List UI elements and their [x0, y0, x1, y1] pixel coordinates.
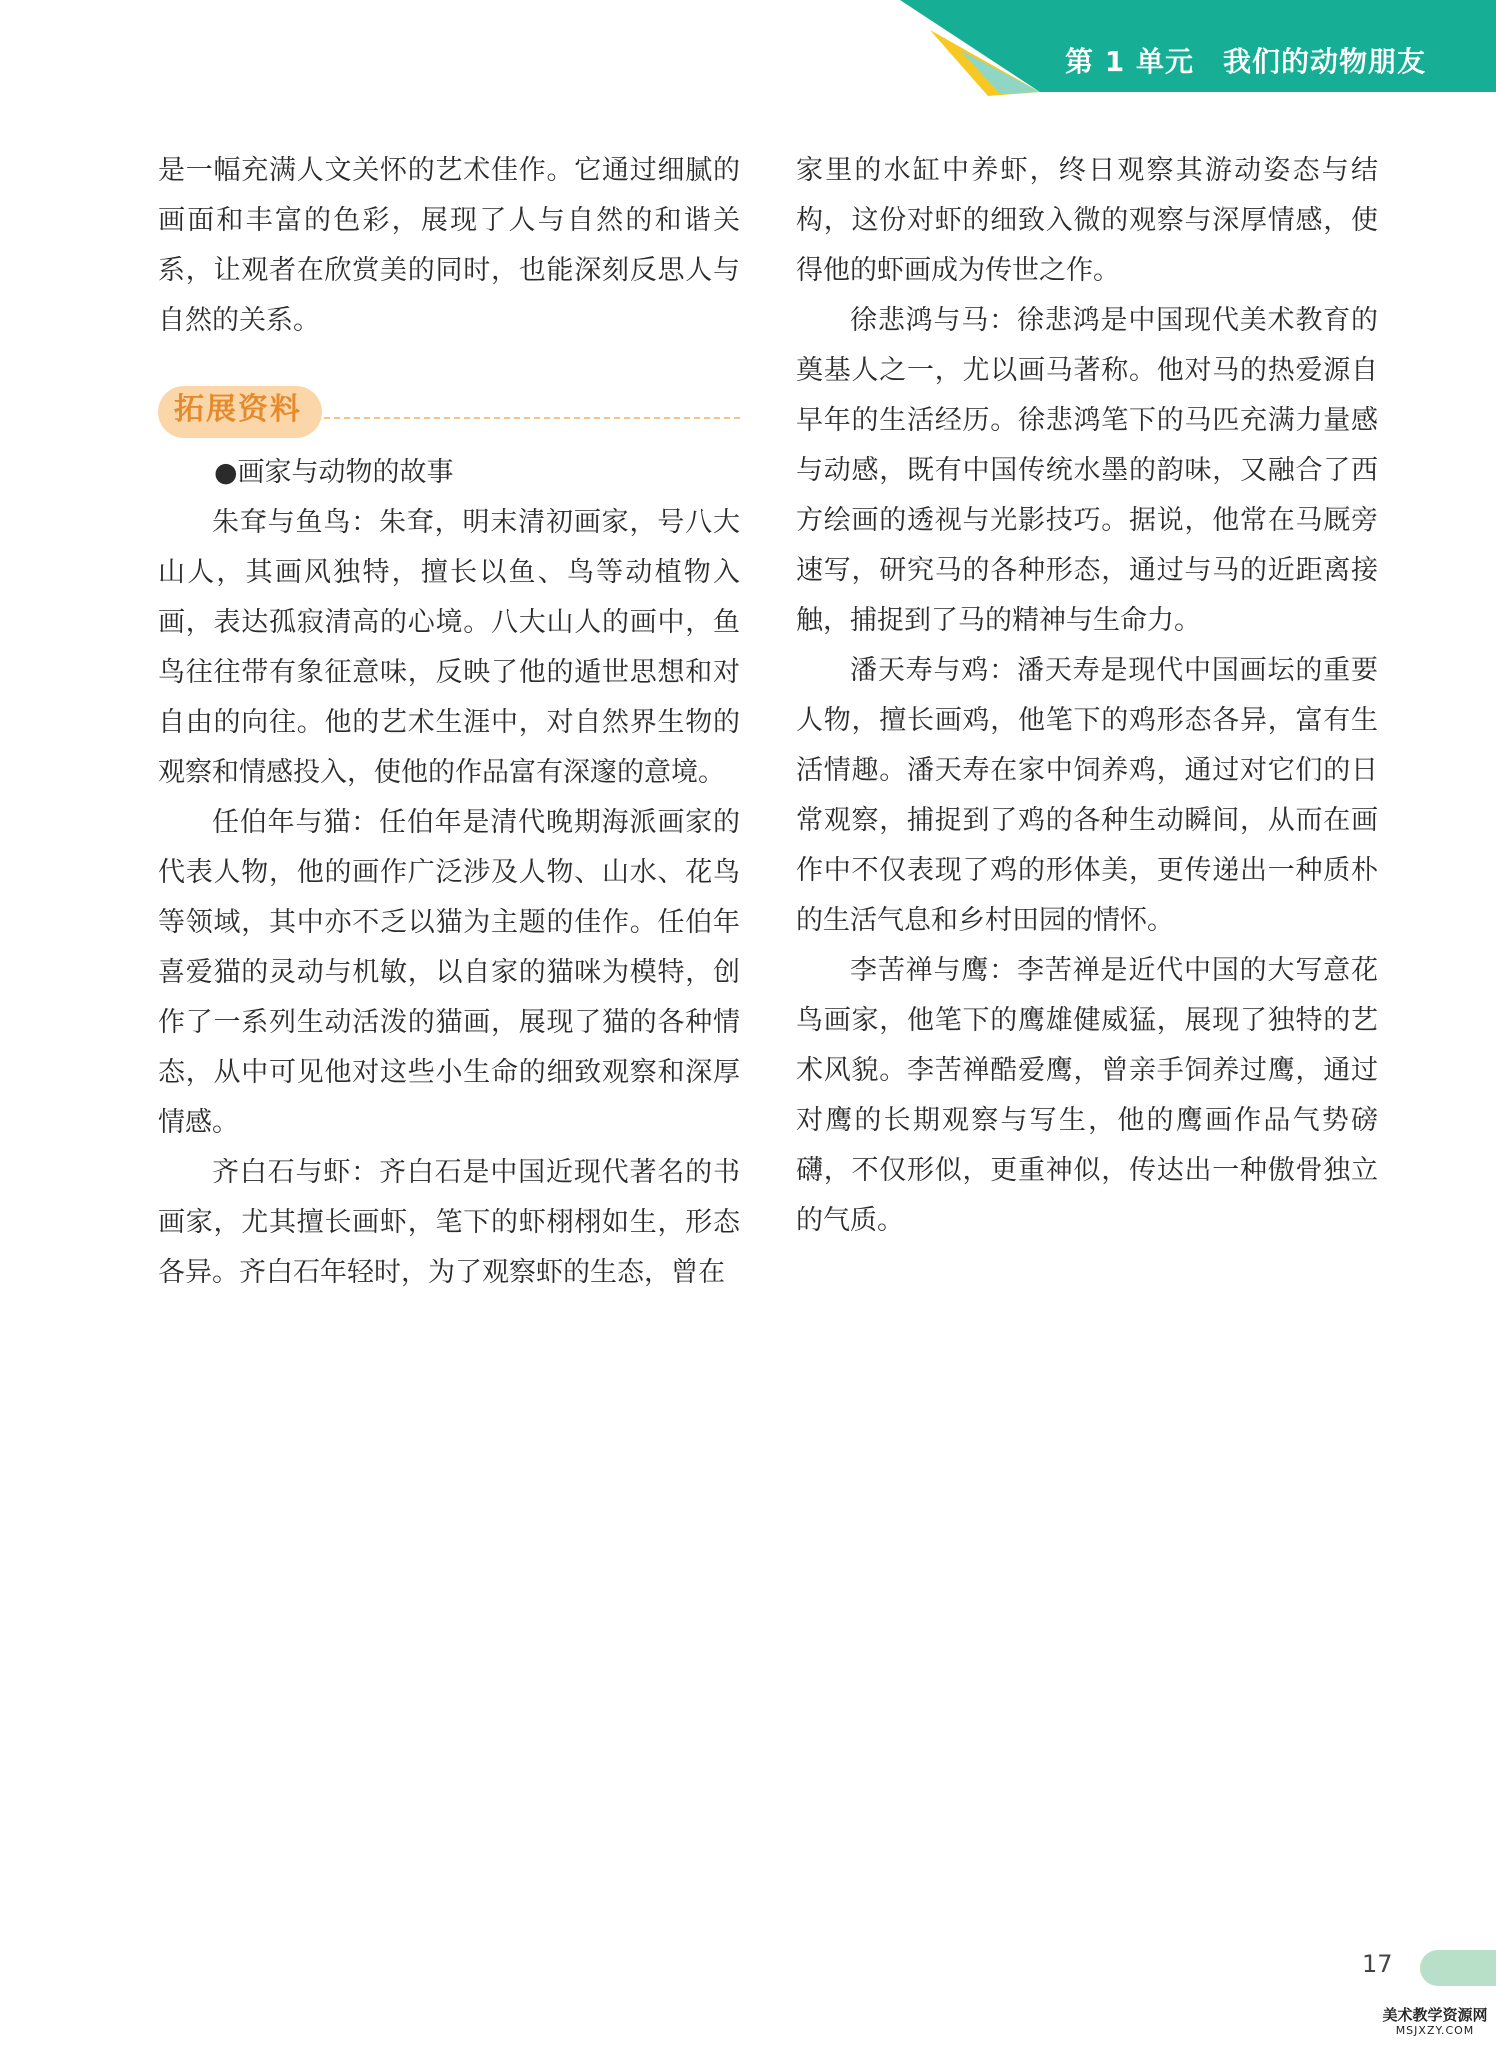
paragraph-qibaishi-continued: 家里的水缸中养虾，终日观察其游动姿态与结构，这份对虾的细致入微的观察与深厚情感，使得他的虾画成为传世之作。: [796, 155, 1378, 286]
section-heading: [158, 386, 740, 442]
watermark-cn: 美术教学资源网: [1382, 2006, 1488, 2024]
paragraph-xubeihong: 徐悲鸿与马：徐悲鸿是中国现代美术教育的奠基人之一，尤以画马著称。他对马的热爱源自早年的生活经历。徐悲鸿笔下的马匹充满力量感与动感，既有中国传统水墨的韵味，又融合了西方绘画的透视与光影技巧。据说，他常在马厩旁速写，研究马的各种形态，通过与马的近距离接触，捕捉到了马的精神与生命力。: [796, 305, 1378, 636]
paragraph-zhuda: 朱耷与鱼鸟：朱耷，明末清初画家，号八大山人，其画风独特，擅长以鱼、鸟等动植物入画，表达孤寂清高的心境。八大山人的画中，鱼鸟往往带有象征意味，反映了他的遁世思想和对自由的向往。他的艺术生涯中，对自然界生物的观察和情感投入，使他的作品富有深邃的意境。: [158, 507, 740, 788]
unit-title: 第 1 单元 我们的动物朋友: [1065, 45, 1426, 78]
paragraph-renbonian: 任伯年与猫：任伯年是清代晚期海派画家的代表人物，他的画作广泛涉及人物、山水、花鸟等领域，其中亦不乏以猫为主题的佳作。任伯年喜爱猫的灵动与机敏，以自家的猫咪为模特，创作了一系列生动活泼的猫画，展现了猫的各种情态，从中可见他对这些小生命的细致观察和深厚情感。: [158, 807, 740, 1138]
watermark: [1380, 2006, 1490, 2037]
right-column: [796, 146, 1378, 1246]
intro-paragraph: 是一幅充满人文关怀的艺术佳作。它通过细腻的画面和丰富的色彩，展现了人与自然的和谐关系，让观者在欣赏美的同时，也能深刻反思人与自然的关系。: [158, 155, 740, 336]
page-number: 17: [1362, 1950, 1393, 1978]
heading-dashed-rule: [324, 417, 740, 419]
paragraph-likuchan: 李苦禅与鹰：李苦禅是近代中国的大写意花鸟画家，他笔下的鹰雄健威猛，展现了独特的艺术风貌。李苦禅酷爱鹰，曾亲手饲养过鹰，通过对鹰的长期观察与写生，他的鹰画作品气势磅礴，不仅形似，更重神似，传达出一种傲骨独立的气质。: [796, 955, 1378, 1236]
bullet-title: ●画家与动物的故事: [214, 457, 454, 488]
page-tab: [1420, 1950, 1496, 1986]
left-column: [158, 146, 740, 1298]
paragraph-qibaishi: 齐白石与虾：齐白石是中国近现代著名的书画家，尤其擅长画虾，笔下的虾栩栩如生，形态各异。齐白石年轻时，为了观察虾的生态，曾在: [158, 1157, 740, 1288]
watermark-en: MSJXZY.COM: [1395, 2024, 1475, 2037]
paragraph-pantianshou: 潘天寿与鸡：潘天寿是现代中国画坛的重要人物，擅长画鸡，他笔下的鸡形态各异，富有生活情趣。潘天寿在家中饲养鸡，通过对它们的日常观察，捕捉到了鸡的各种生动瞬间，从而在画作中不仅表现了鸡的形体美，更传递出一种质朴的生活气息和乡村田园的情怀。: [796, 655, 1378, 936]
heading-text: 拓展资料: [174, 392, 302, 427]
